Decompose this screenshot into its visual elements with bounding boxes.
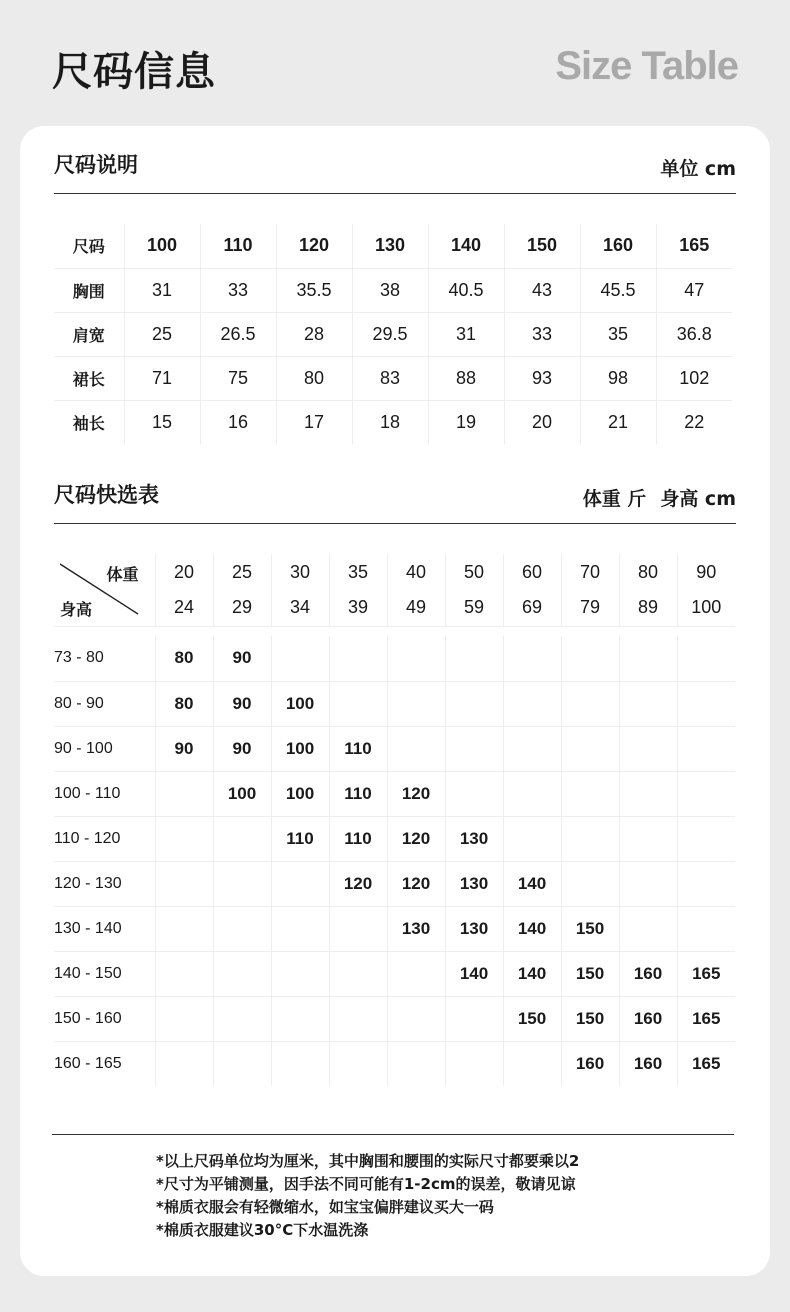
size-row: [54, 268, 732, 312]
recommended-size-cell: [387, 996, 445, 1041]
size-table: [54, 224, 732, 444]
weight-range-bottom: 49: [405, 596, 427, 617]
size-value-cell: 17: [276, 400, 352, 444]
size-value-cell: 36.8: [656, 312, 732, 356]
recommended-size-cell: [271, 951, 329, 996]
weight-range-top: 25: [231, 561, 253, 582]
recommended-size-cell: [213, 816, 271, 861]
size-value-cell: 40.5: [428, 268, 504, 312]
weight-range-cell: [271, 554, 329, 626]
quick-select-table: [54, 554, 735, 1086]
size-value-cell: 33: [200, 268, 276, 312]
recommended-size-cell: [445, 726, 503, 771]
note-line: *棉质衣服会有轻微缩水，如宝宝偏胖建议买大一码: [156, 1198, 494, 1216]
recommended-size-cell: [677, 861, 735, 906]
recommended-size-cell: [387, 951, 445, 996]
quick-row: [54, 636, 735, 681]
recommended-size-cell: [445, 771, 503, 816]
size-value-cell: 25: [124, 312, 200, 356]
recommended-size-cell: [503, 816, 561, 861]
size-card: [20, 126, 770, 1276]
size-value-cell: 15: [124, 400, 200, 444]
weight-range-cell: [561, 554, 619, 626]
size-value-cell: 43: [504, 268, 580, 312]
quick-row: [54, 861, 735, 906]
corner-height-label: 身高: [60, 599, 93, 619]
recommended-size-cell: 160: [619, 1041, 677, 1086]
height-range-label: 90 - 100: [54, 726, 155, 771]
height-range-label: 120 - 130: [54, 861, 155, 906]
recommended-size-cell: [503, 771, 561, 816]
weight-range-cell: [503, 554, 561, 626]
page-title: 尺码信息: [52, 49, 216, 95]
quick-row: [54, 996, 735, 1041]
recommended-size-cell: 140: [445, 951, 503, 996]
size-header-cell: 120: [276, 224, 352, 268]
recommended-size-cell: 90: [213, 636, 271, 681]
quick-section-header: [54, 478, 736, 524]
size-section-title: 尺码说明: [54, 153, 138, 177]
recommended-size-cell: 110: [329, 816, 387, 861]
recommended-size-cell: 150: [561, 996, 619, 1041]
recommended-size-cell: [445, 996, 503, 1041]
recommended-size-cell: 80: [155, 636, 213, 681]
quick-section-title: 尺码快选表: [54, 483, 159, 507]
recommended-size-cell: [619, 636, 677, 681]
size-value-cell: 19: [428, 400, 504, 444]
size-row-label: 袖长: [72, 413, 105, 433]
height-range-label: 110 - 120: [54, 816, 155, 861]
recommended-size-cell: [329, 951, 387, 996]
size-value-cell: 35.5: [276, 268, 352, 312]
size-header-cell: 160: [580, 224, 656, 268]
recommended-size-cell: [387, 636, 445, 681]
size-value-cell: 47: [656, 268, 732, 312]
weight-range-cell: [329, 554, 387, 626]
recommended-size-cell: [561, 636, 619, 681]
recommended-size-cell: 160: [619, 951, 677, 996]
quick-row: [54, 816, 735, 861]
recommended-size-cell: 130: [445, 816, 503, 861]
recommended-size-cell: [155, 771, 213, 816]
recommended-size-cell: [503, 1041, 561, 1086]
weight-range-cell: [155, 554, 213, 626]
recommended-size-cell: 90: [213, 726, 271, 771]
size-value-cell: 93: [504, 356, 580, 400]
recommended-size-cell: 165: [677, 951, 735, 996]
recommended-size-cell: 150: [561, 951, 619, 996]
weight-range-bottom: 89: [637, 596, 659, 617]
recommended-size-cell: [619, 681, 677, 726]
recommended-size-cell: 160: [561, 1041, 619, 1086]
size-row: [54, 400, 732, 444]
quick-row: [54, 906, 735, 951]
weight-range-cell: [387, 554, 445, 626]
recommended-size-cell: 100: [271, 771, 329, 816]
recommended-size-cell: 120: [329, 861, 387, 906]
recommended-size-cell: [445, 1041, 503, 1086]
weight-range-top: 90: [696, 561, 717, 582]
size-value-cell: 33: [504, 312, 580, 356]
weight-range-bottom: 79: [579, 596, 601, 617]
recommended-size-cell: 100: [213, 771, 271, 816]
weight-range-cell: [619, 554, 677, 626]
recommended-size-cell: [155, 816, 213, 861]
recommended-size-cell: 160: [619, 996, 677, 1041]
recommended-size-cell: [677, 816, 735, 861]
size-header-cell: 150: [504, 224, 580, 268]
recommended-size-cell: [561, 681, 619, 726]
spacer-cell: [54, 626, 735, 636]
recommended-size-cell: 120: [387, 861, 445, 906]
weight-range-bottom: 34: [289, 596, 311, 617]
quick-row: [54, 726, 735, 771]
spacer-row: [54, 626, 735, 636]
size-value-cell: 16: [200, 400, 276, 444]
weight-range-top: 40: [405, 561, 427, 582]
recommended-size-cell: 130: [445, 861, 503, 906]
recommended-size-cell: 120: [387, 771, 445, 816]
recommended-size-cell: [155, 861, 213, 906]
size-value-cell: 28: [276, 312, 352, 356]
recommended-size-cell: [155, 906, 213, 951]
recommended-size-cell: [619, 861, 677, 906]
size-header-cell: 140: [428, 224, 504, 268]
recommended-size-cell: [619, 816, 677, 861]
recommended-size-cell: [619, 726, 677, 771]
recommended-size-cell: [503, 681, 561, 726]
height-unit: 身高 cm: [660, 488, 736, 510]
recommended-size-cell: [329, 996, 387, 1041]
recommended-size-cell: [561, 861, 619, 906]
quick-row: [54, 771, 735, 816]
weight-range-cell: [445, 554, 503, 626]
weight-range-top: 50: [463, 561, 485, 582]
size-value-cell: 80: [276, 356, 352, 400]
recommended-size-cell: [503, 726, 561, 771]
size-section-unit: 单位 cm: [660, 158, 736, 180]
quick-header-row: [54, 554, 735, 626]
recommended-size-cell: 90: [213, 681, 271, 726]
quick-row: [54, 951, 735, 996]
page-title-english: Size Table: [555, 44, 738, 88]
recommended-size-cell: 110: [271, 816, 329, 861]
recommended-size-cell: [561, 816, 619, 861]
recommended-size-cell: 100: [271, 726, 329, 771]
size-value-cell: 31: [124, 268, 200, 312]
recommended-size-cell: 110: [329, 771, 387, 816]
recommended-size-cell: 120: [387, 816, 445, 861]
size-row-label: 裙长: [54, 356, 124, 400]
recommended-size-cell: [677, 726, 735, 771]
size-value-cell: 45.5: [580, 268, 656, 312]
size-value-cell: 83: [352, 356, 428, 400]
weight-range-top: 30: [289, 561, 311, 582]
quick-section-unit: [583, 484, 736, 511]
recommended-size-cell: [329, 906, 387, 951]
recommended-size-cell: [155, 951, 213, 996]
recommended-size-cell: [271, 996, 329, 1041]
recommended-size-cell: 130: [387, 906, 445, 951]
size-row: [54, 312, 732, 356]
weight-range-bottom: 59: [463, 596, 485, 617]
recommended-size-cell: 80: [155, 681, 213, 726]
weight-range-top: 60: [521, 561, 543, 582]
size-value-cell: 26.5: [200, 312, 276, 356]
size-row: [54, 356, 732, 400]
height-range-label: 150 - 160: [54, 996, 155, 1041]
weight-range-top: 20: [173, 561, 195, 582]
height-range-label: 160 - 165: [54, 1054, 122, 1072]
recommended-size-cell: [213, 1041, 271, 1086]
height-range-label: 80 - 90: [54, 681, 155, 726]
size-value-cell: 31: [428, 312, 504, 356]
note-line: *以上尺码单位均为厘米，其中胸围和腰围的实际尺寸都要乘以2: [156, 1152, 580, 1170]
weight-unit: 体重 斤: [582, 488, 647, 510]
recommended-size-cell: 140: [503, 861, 561, 906]
recommended-size-cell: 140: [503, 906, 561, 951]
weight-range-cell: [213, 554, 271, 626]
note-line: *棉质衣服建议30°C下水温洗涤: [156, 1221, 369, 1239]
recommended-size-cell: [445, 681, 503, 726]
size-header-cell: 110: [200, 224, 276, 268]
weight-range-bottom: 24: [173, 596, 195, 617]
recommended-size-cell: [213, 996, 271, 1041]
recommended-size-cell: [677, 771, 735, 816]
recommended-size-cell: [677, 906, 735, 951]
weight-range-bottom: 39: [347, 596, 369, 617]
weight-range-top: 80: [637, 561, 659, 582]
recommended-size-cell: 165: [677, 1041, 735, 1086]
recommended-size-cell: [329, 681, 387, 726]
recommended-size-cell: 110: [329, 726, 387, 771]
recommended-size-cell: [213, 951, 271, 996]
recommended-size-cell: [213, 861, 271, 906]
size-header-row: [54, 224, 732, 268]
weight-range-bottom: 100: [691, 596, 722, 617]
recommended-size-cell: [619, 906, 677, 951]
recommended-size-cell: [155, 996, 213, 1041]
size-value-cell: 29.5: [352, 312, 428, 356]
notes: [156, 1150, 579, 1242]
size-row-label: 胸围: [54, 268, 124, 312]
recommended-size-cell: [329, 1041, 387, 1086]
recommended-size-cell: [271, 861, 329, 906]
recommended-size-cell: 140: [503, 951, 561, 996]
recommended-size-cell: [387, 726, 445, 771]
recommended-size-cell: [387, 681, 445, 726]
recommended-size-cell: [619, 771, 677, 816]
weight-range-top: 70: [579, 561, 601, 582]
recommended-size-cell: 150: [561, 906, 619, 951]
size-value-cell: 22: [656, 400, 732, 444]
size-value-cell: 71: [124, 356, 200, 400]
size-value-cell: 75: [200, 356, 276, 400]
recommended-size-cell: [445, 636, 503, 681]
weight-range-bottom: 69: [521, 596, 543, 617]
recommended-size-cell: [271, 906, 329, 951]
size-value-cell: 38: [352, 268, 428, 312]
height-range-label: 130 - 140: [54, 906, 155, 951]
size-row-label: 肩宽: [54, 312, 124, 356]
weight-range-top: 35: [347, 561, 369, 582]
size-value-cell: 102: [656, 356, 732, 400]
recommended-size-cell: 130: [445, 906, 503, 951]
height-range-label: 140 - 150: [54, 951, 155, 996]
size-value-cell: 20: [504, 400, 580, 444]
recommended-size-cell: 165: [677, 996, 735, 1041]
recommended-size-cell: [271, 636, 329, 681]
size-header-cell: 130: [352, 224, 428, 268]
recommended-size-cell: [561, 771, 619, 816]
size-header-cell: 165: [656, 224, 732, 268]
recommended-size-cell: 150: [503, 996, 561, 1041]
size-value-cell: 98: [580, 356, 656, 400]
height-range-label: 100 - 110: [54, 771, 155, 816]
size-value-cell: 35: [580, 312, 656, 356]
corner-weight-label: 体重: [106, 565, 139, 584]
note-line: *尺寸为平铺测量，因手法不同可能有1-2cm的误差，敬请见谅: [156, 1175, 576, 1193]
notes-divider: [52, 1134, 734, 1135]
size-value-cell: 21: [580, 400, 656, 444]
recommended-size-cell: [271, 1041, 329, 1086]
size-value-cell: 18: [352, 400, 428, 444]
recommended-size-cell: [503, 636, 561, 681]
recommended-size-cell: [677, 636, 735, 681]
recommended-size-cell: 100: [271, 681, 329, 726]
recommended-size-cell: [213, 906, 271, 951]
recommended-size-cell: [387, 1041, 445, 1086]
quick-row: [54, 1041, 735, 1086]
size-header-cell: 100: [124, 224, 200, 268]
quick-row: [54, 681, 735, 726]
recommended-size-cell: [677, 681, 735, 726]
corner-cell: [54, 554, 155, 626]
recommended-size-cell: 90: [155, 726, 213, 771]
size-value-cell: 88: [428, 356, 504, 400]
recommended-size-cell: [329, 636, 387, 681]
weight-range-cell: [677, 554, 735, 626]
size-section-header: [54, 148, 736, 194]
size-header-label: 尺码: [54, 224, 124, 268]
recommended-size-cell: [155, 1041, 213, 1086]
recommended-size-cell: [561, 726, 619, 771]
height-range-label: 73 - 80: [54, 636, 155, 681]
weight-range-bottom: 29: [231, 596, 253, 617]
